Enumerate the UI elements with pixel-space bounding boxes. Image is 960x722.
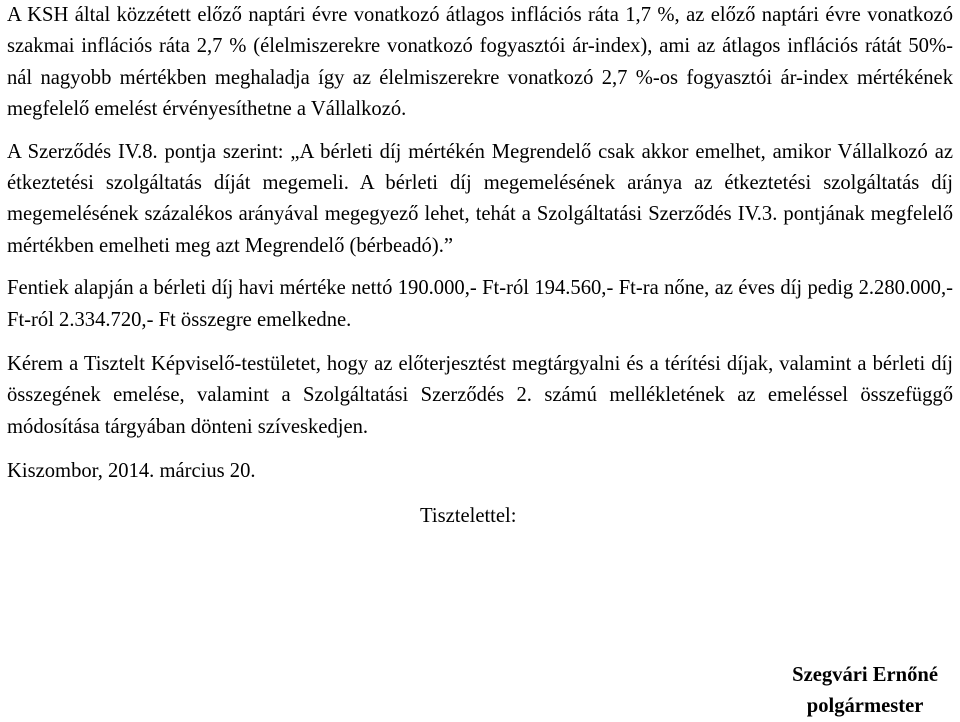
spacer: [7, 443, 953, 456]
signer-name: Szegvári Ernőné: [792, 664, 938, 686]
spacer: [7, 336, 953, 349]
paragraph-contract-clause: A Szerződés IV.8. pontja szerint: „A bérleti díj mértékén Megrendelő csak akkor emelhet, amikor Vállalkozó az étkeztetési szolgáltatás díját megemeli. A bérleti díj megemelésének aránya az étkeztetési szolgáltatás díj megemelésének százalékos arányával megegyező lehet, tehát a Szolgáltatási Szerződés IV.3. pontjának megfelelő mértékben emelheti meg azt Megrendelő (bérbeadó).”: [7, 140, 953, 257]
spacer: [7, 262, 953, 273]
signature-block: [792, 660, 938, 722]
paragraph-request: Kérem a Tisztelt Képviselő-testületet, hogy az előterjesztést megtárgyalni és a térítési díjak, valamint a bérleti díj összegének emelése, valamint a Szolgáltatási Szerződés 2. számú mellékletének az emeléssel összefüggő módosítása tárgyában dönteni szíveskedjen.: [7, 353, 953, 438]
paragraph-rent-change: Fentiek alapján a bérleti díj havi mértéke nettó 190.000,- Ft-ról 194.560,- Ft-ra nőne, az éves díj pedig 2.280.000,- Ft-ról 2.334.720,- Ft összegre emelkedne.: [7, 277, 953, 331]
paragraph-inflation: A KSH által közzétett előző naptári évre vonatkozó átlagos inflációs ráta 1,7 %, az előző naptári évre vonatkozó szakmai inflációs ráta 2,7 % (élelmiszerekre vonatkozó fogyasztói ár-index), ami az átlagos inflációs rátát 50%-nál nagyobb mértékben meghaladja így az élelmiszerekre vonatkozó 2,7 %-os fogyasztói ár-index mértékének megfelelő emelést érvényesíthetne a Vállalkozó.: [7, 4, 953, 121]
spacer: [7, 488, 953, 501]
closing-greeting: Tisztelettel:: [420, 504, 517, 527]
date-line: Kiszombor, 2014. március 20.: [7, 460, 256, 483]
spacer: [7, 126, 953, 137]
document-page: [7, 0, 953, 532]
signer-title: polgármester: [806, 695, 924, 717]
